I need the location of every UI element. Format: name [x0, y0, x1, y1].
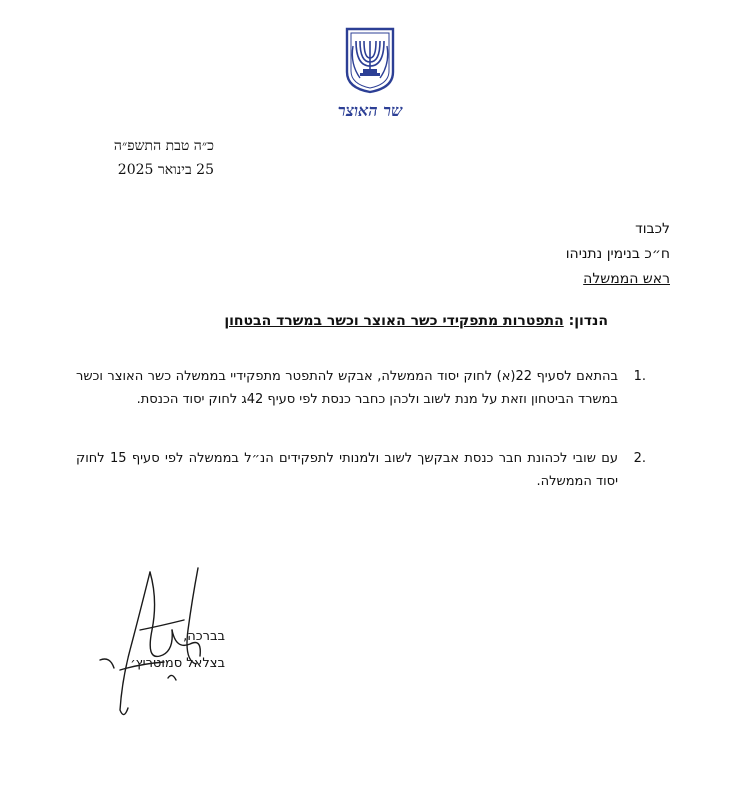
gregorian-date: 25 בינואר 2025 — [117, 162, 214, 178]
closing-greeting: בברכה, — [183, 629, 225, 644]
addressee-salutation: לכבוד — [635, 221, 670, 237]
ministry-title: שר האוצר — [337, 101, 403, 120]
addressee-block — [566, 217, 670, 292]
addressee-name: ח״כ בנימין נתניהו — [565, 246, 670, 262]
handwritten-signature-icon — [80, 560, 260, 730]
item-number: 1. — [633, 369, 646, 384]
item-text: עם שובי לכהונת חבר כנסת אבקשך לשוב ולמנותי לתפקידים הנ״ל בממשלה לפי סעיף 15 לחוק יסוד הממשלה. — [76, 451, 619, 489]
list-item — [76, 365, 646, 411]
subject-text: התפטרות מתפקידי כשר האוצר וכשר במשרד הבטחון — [224, 313, 564, 329]
hebrew-date: כ״ה טבת התשפ״ה — [113, 138, 214, 154]
list-item — [76, 447, 646, 493]
subject-label: הנדון: — [568, 313, 608, 329]
date-block — [114, 134, 214, 182]
addressee-title: ראש הממשלה — [583, 271, 670, 287]
subject-line — [224, 313, 608, 329]
signatory-name: בצלאל סמוטריץ׳ — [130, 656, 225, 671]
menorah-emblem-icon — [344, 26, 396, 94]
item-number: 2. — [633, 451, 646, 466]
numbered-items — [76, 365, 646, 529]
item-text: בהתאם לסעיף 22(א) לחוק יסוד הממשלה, אבקש להתפטר מתפקידיי בממשלה כשר האוצר וכשר במשרד הביטחון וזאת על מנת לשוב ולכהן כחבר כנסת לפי סעיף 42ג לחוק יסוד הכנסת. — [76, 369, 618, 407]
